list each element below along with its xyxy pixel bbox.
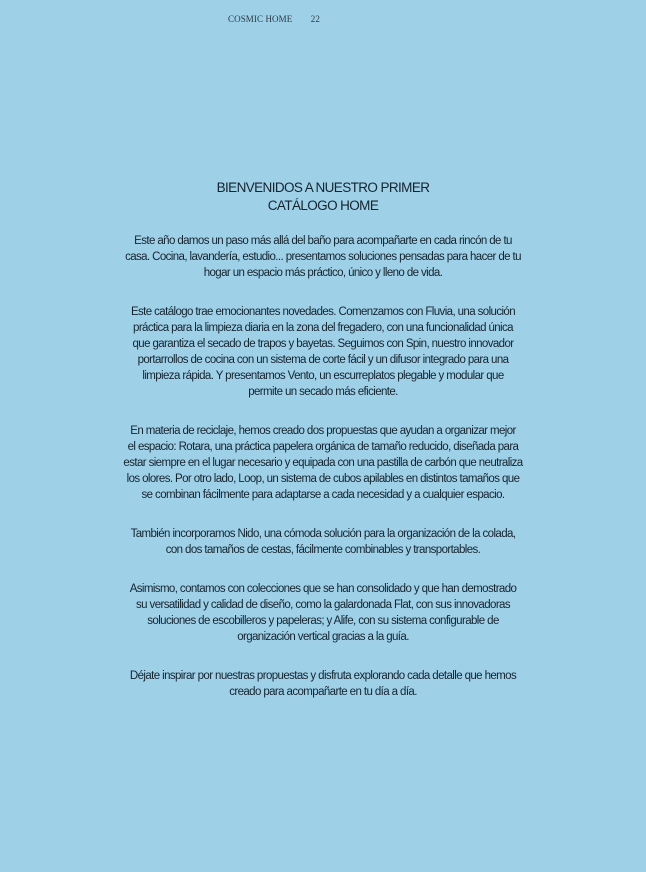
paragraph-line: permite un secado más eficiente.	[248, 386, 398, 398]
paragraph-line: soluciones de escobilleros y papeleras; y Alife, con su sistema configurable de	[147, 615, 499, 627]
running-header	[228, 14, 320, 24]
paragraph	[0, 668, 646, 700]
paragraph-line: portarrollos de cocina con un sistema de corte fácil y un difusor integrado para una	[137, 354, 509, 366]
paragraph	[0, 423, 646, 503]
paragraph-line: que garantiza el secado de trapos y bayetas. Seguimos con Spin, nuestro innovador	[132, 338, 514, 350]
paragraph-line: organización vertical gracias a la guía.	[237, 631, 409, 643]
paragraph-line: su versatilidad y calidad de diseño, como la galardonada Flat, con sus innovadoras	[136, 599, 510, 611]
paragraph	[0, 304, 646, 400]
page-title	[0, 179, 646, 215]
brand-name: COSMIC HOME	[228, 14, 293, 24]
paragraph-line: con dos tamaños de cestas, fácilmente combinables y transportables.	[165, 544, 481, 556]
paragraph-line: los olores. Por otro lado, Loop, un sistema de cubos apilables en distintos tamaños que	[126, 473, 520, 485]
paragraph	[0, 526, 646, 558]
paragraph-line: práctica para la limpieza diaria en la zona del fregadero, con una funcionalidad única	[133, 322, 513, 334]
paragraph-line: hogar un espacio más práctico, único y lleno de vida.	[203, 267, 443, 279]
page-number: 22	[310, 14, 320, 24]
body-text	[0, 233, 646, 723]
paragraph-line: Asimismo, contamos con colecciones que se han consolidado y que han demostrado	[129, 583, 517, 595]
paragraph-line: Este catálogo trae emocionantes novedades. Comenzamos con Fluvia, una solución	[130, 306, 516, 318]
paragraph-line: Déjate inspirar por nuestras propuestas y disfruta explorando cada detalle que hemos	[129, 670, 517, 682]
paragraph-line: creado para acompañarte en tu día a día.	[229, 686, 417, 698]
paragraph-line: estar siempre en el lugar necesario y equipada con una pastilla de carbón que neutraliza	[123, 457, 523, 469]
paragraph-line: casa. Cocina, lavandería, estudio... presentamos soluciones pensadas para hacer de tu	[125, 251, 521, 263]
paragraph	[0, 581, 646, 645]
paragraph	[0, 233, 646, 281]
paragraph-line: Este año damos un paso más allá del baño para acompañarte en cada rincón de tu	[134, 235, 512, 247]
title-line: BIENVENIDOS A NUESTRO PRIMER	[216, 180, 430, 195]
title-line: CATÁLOGO HOME	[267, 198, 379, 213]
paragraph-line: limpieza rápida. Y presentamos Vento, un escurreplatos plegable y modular que	[142, 370, 504, 382]
paragraph-line: En materia de reciclaje, hemos creado dos propuestas que ayudan a organizar mejor	[130, 425, 516, 437]
paragraph-line: se combinan fácilmente para adaptarse a cada necesidad y a cualquier espacio.	[141, 489, 505, 501]
paragraph-line: También incorporamos Nido, una cómoda solución para la organización de la colada,	[130, 528, 516, 540]
paragraph-line: el espacio: Rotara, una práctica papelera orgánica de tamaño reducido, diseñada para	[127, 441, 519, 453]
